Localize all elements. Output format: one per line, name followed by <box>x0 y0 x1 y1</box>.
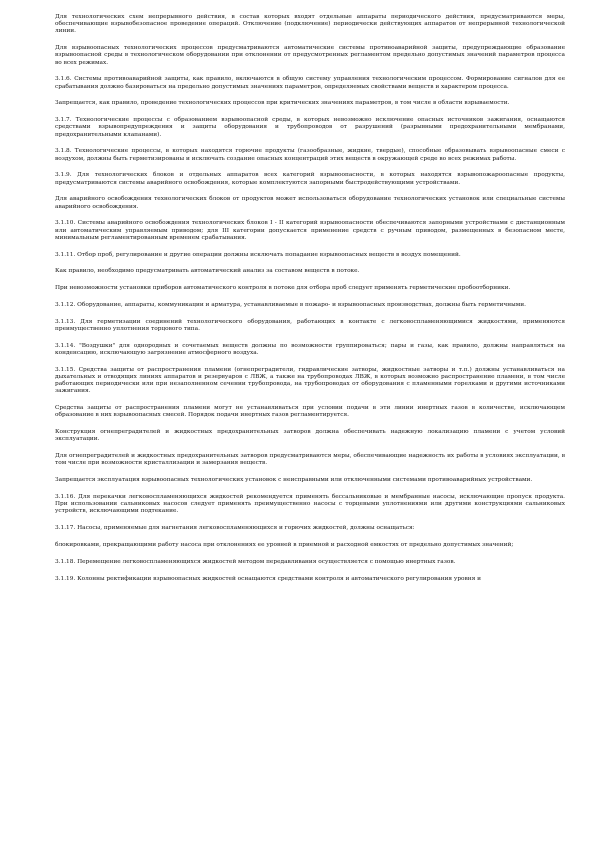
paragraph: 3.1.16. Для перекачки легковоспламеняющихся жидкостей рекомендуется применять бессальниковые и мембранные насосы, исключающие пропуск продукта. При использовании сальниковых насосов следует применять преимущественно насосы с торцевыми уплотнениями или другими конструкциями сальниковых устройств, исключающими подтекание. <box>55 494 565 515</box>
paragraph: Как правило, необходимо предусматривать автоматический анализ за составом веществ в потоке. <box>55 268 360 275</box>
paragraph: 3.1.9. Для технологических блоков и отдельных аппаратов всех категорий взрывоопасности, в которых находятся взрывопожароопасные продукты, предусматриваются системы аварийного освобождения, которые комплектуются запорными быстродействующими устройствами. <box>55 172 565 186</box>
paragraph: Для технологических схем непрерывного действия, в состав которых входят отдельные аппараты периодического действия, предусматриваются меры, обеспечивающие взрывобезопасное проведение операций. Отключение (подключение) периодически действующих аппаратов от непрерывной технологической линии. <box>55 14 565 35</box>
paragraph: блокировками, прекращающими работу насоса при отклонениях ее уровней в приемной и расходной емкостях от предельно допустимых значений; <box>55 542 514 548</box>
paragraph: Средства защиты от распространения пламени могут не устанавливаться при условии подачи в эти линии инертных газов в количестве, исключающем образование в них взрывоопасных смесей. Порядок подачи инертных газов регламентируется. <box>55 405 565 419</box>
document-page <box>55 0 565 592</box>
paragraph: 3.1.10. Системы аварийного освобождения технологических блоков I - II категорий взрывоопасности обеспечиваются запорными устройствами с дистанционным или автоматическим управляемым приводом; для III категории допускается применение средств с ручным приводом, размещенных в безопасном месте, минимальным регламентированным временем срабатывания. <box>55 220 565 241</box>
paragraph: Запрещается эксплуатация взрывоопасных технологических установок с неисправными или отключенными системами противоаварийных устройствами. <box>55 477 533 484</box>
paragraph: 3.1.14. "Воздушки" для однородных и сочетаемых веществ должны по возможности группироваться; пары и газы, как правило, должны направляться на конденсацию, исключающую загрязнение атмосферного воздуха. <box>55 342 565 356</box>
paragraph: 3.1.13. Для герметизации соединений технологического оборудования, работающих в контакте с легковоспламеняющимися жидкостями, применяются преимущественно уплотнения торцового типа. <box>55 318 565 332</box>
paragraph: 3.1.6. Системы противоаварийной защиты, как правило, включаются в общую систему управления технологическим процессом. Формирование сигналов для ее срабатывания должно базироваться на предельно допустимых значениях параметров, определяемых свойствами веществ и характером процесса. <box>55 76 565 90</box>
paragraph: 3.1.19. Колонны ректификации взрывоопасных жидкостей оснащаются средствами контроля и автоматического регулирования уровня и <box>55 575 482 582</box>
paragraph: 3.1.12. Оборудование, аппараты, коммуникации и арматура, устанавливаемые в пожаро- и взрывоопасных производствах, должны быть герметичными. <box>55 302 526 308</box>
paragraph: 3.1.17. Насосы, применяемые для нагнетания легковоспламеняющихся и горючих жидкостей, должны оснащаться: <box>55 525 415 532</box>
paragraph: Для взрывоопасных технологических процессов предусматриваются автоматические системы противоаварийной защиты, предупреждающие образование взрывоопасной среды в технологическом оборудовании при отклонении от предусмотренных регламентом предельно допустимых значений параметров процесса во всех режимах. <box>55 45 565 66</box>
paragraph: 3.1.8. Технологические процессы, в которых находятся горючие продукты (газообразные, жидкие, твердые), способные образовывать взрывоопасные смеси с воздухом, должны быть герметизированы и исключать создание опасных концентраций этих веществ в окружающей среде во всех режимах работы. <box>55 148 565 162</box>
paragraph: Для огнепреградителей и жидкостных предохранительных затворов предусматриваются меры, обеспечивающие надежность их работы в условиях эксплуатации, в том числе при возможности кристаллизации и замерзания веществ. <box>55 453 565 467</box>
paragraph: 3.1.7. Технологические процессы с образованием взрывоопасной среды, в которых невозможно исключение опасных источников зажигания, оснащаются средствами взрывопредупреждения и защиты оборудования и трубопроводов от разрушений (разрывными предохранительными мембранами, предохранительными клапанами). <box>55 117 565 138</box>
paragraph: Для аварийного освобождения технологических блоков от продуктов может использоваться оборудование технологических установок или специальные системы аварийного освобождения. <box>55 196 565 210</box>
paragraph: 3.1.18. Перемещение легковоспламеняющихся жидкостей методом передавливания осуществляется с помощью инертных газов. <box>55 558 456 565</box>
paragraph: Запрещается, как правило, проведение технологических процессов при критических значениях параметров, в том числе в области взрываемости. <box>55 100 510 107</box>
paragraph: 3.1.11. Отбор проб, регулирование и другие операции должны исключать попадание взрывоопасных веществ в воздух помещений. <box>55 251 461 258</box>
paragraph: 3.1.15. Средства защиты от распространения пламени (огнепреградители, гидравлические затворы, жидкостные затворы и т.п.) должны устанавливаться на дыхательных и отводящих линиях аппаратов и резервуаров с ЛВЖ, а также на трубопроводах ЛВЖ, в которых возможно распространение пламени, в том числе работающих периодически или при незаполненном сечении трубопровода, на трубопроводах от оборудования с пламенными горелками и другими источниками зажигания. <box>55 366 565 395</box>
paragraph: Конструкция огнепреградителей и жидкостных предохранительных затворов должна обеспечивать надежную локализацию пламени с учетом условий эксплуатации. <box>55 429 565 443</box>
paragraph: При невозможности установки приборов автоматического контроля в потоке для отбора проб следует применять герметические пробоотборники. <box>55 285 511 292</box>
